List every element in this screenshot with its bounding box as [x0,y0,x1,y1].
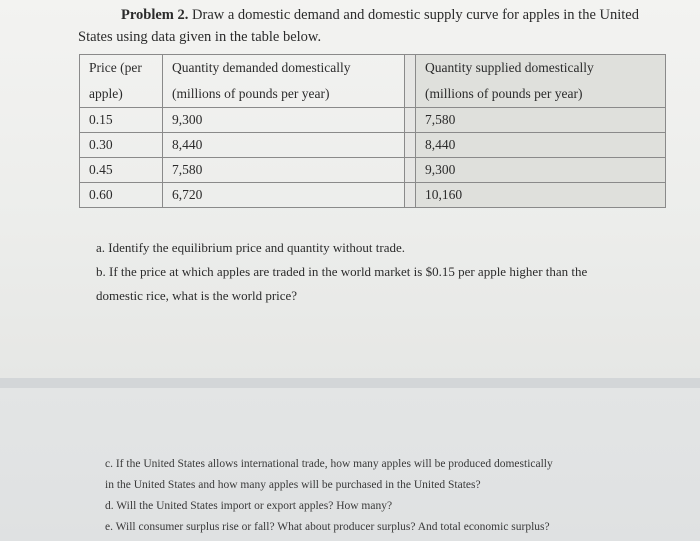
question-b-line2: domestic rice, what is the world price? [96,288,298,303]
table-row [80,108,666,133]
questions-cde [105,454,685,538]
header-price-line2: apple) [80,81,163,108]
table-spacer-cell [405,158,416,183]
cell-demanded: 9,300 [163,108,405,133]
cell-demanded: 6,720 [163,183,405,208]
question-b-line1: b. If the price at which apples are traded in the world market is $0.15 per apple higher than the [96,264,588,279]
cell-price: 0.60 [80,183,163,208]
cell-supplied: 8,440 [416,133,666,158]
question-c-line2: in the United States and how many apples will be purchased in the United States? [105,479,481,491]
cell-supplied: 10,160 [416,183,666,208]
apple-data-table [79,54,666,208]
table-spacer-cell [405,133,416,158]
table-row [80,133,666,158]
question-a: a. Identify the equilibrium price and quantity without trade. [96,240,406,255]
table-row [80,158,666,183]
cell-demanded: 7,580 [163,158,405,183]
table-header-row-2 [80,81,666,108]
problem-statement [78,4,678,48]
problem-text-line2: States using data given in the table below. [78,29,322,45]
question-e: e. Will consumer surplus rise or fall? What about producer surplus? And total economic surplus? [105,521,550,533]
header-price-line1: Price (per [80,55,163,82]
question-c-line1: c. If the United States allows international trade, how many apples will be produced domestically [105,458,553,470]
table-spacer-cell [405,183,416,208]
cell-price: 0.45 [80,158,163,183]
cell-price: 0.30 [80,133,163,158]
table-spacer-cell [405,81,416,108]
problem-text-line1: Draw a domestic demand and domestic supply curve for apples in the United [192,7,639,23]
questions-ab [96,236,656,308]
table-header-row-1 [80,55,666,82]
cell-supplied: 9,300 [416,158,666,183]
cell-price: 0.15 [80,108,163,133]
page-divider [0,378,700,388]
table-spacer-cell [405,108,416,133]
header-demand-line1: Quantity demanded domestically [163,55,405,82]
cell-demanded: 8,440 [163,133,405,158]
header-demand-line2: (millions of pounds per year) [163,81,405,108]
header-supply-line1: Quantity supplied domestically [416,55,666,82]
problem-number: Problem 2. [121,7,189,23]
cell-supplied: 7,580 [416,108,666,133]
table-spacer-cell [405,55,416,82]
header-supply-line2: (millions of pounds per year) [416,81,666,108]
question-d: d. Will the United States import or export apples? How many? [105,500,393,512]
table-row [80,183,666,208]
